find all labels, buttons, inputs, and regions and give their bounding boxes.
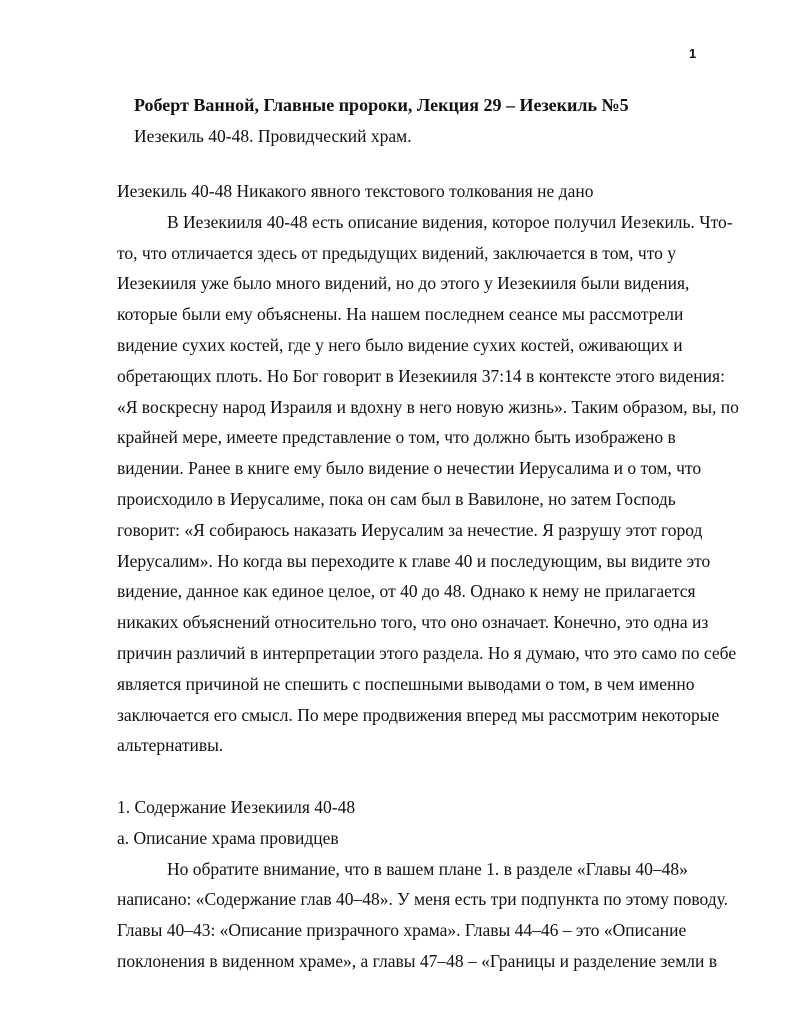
text-line: «Я воскресну народ Израиля и вдохну в него новую жизнь». Таким образом, вы, по [117,396,739,417]
section-heading: Иезекиль 40-48 Никакого явного текстового толкования не дано [117,181,594,201]
outline-item-a: а. Описание храма провидцев [117,827,339,848]
text-line: альтернативы. [117,735,224,756]
outline-item-1: 1. Содержание Иезекииля 40-48 [117,796,356,817]
text-line: видение сухих костей, где у него было видение сухих костей, оживающих и [117,334,683,355]
text-line: Но обратите внимание, что в вашем плане 1. в разделе «Главы 40–48» [167,858,688,879]
text-line: то, что отличается здесь от предыдущих видений, заключается в том, что у [117,242,677,263]
text-line: причин различий в интерпретации этого раздела. Но я думаю, что это само по себе [117,642,737,663]
text-line: поклонения в виденном храме», а главы 47–48 – «Границы и разделение земли в [117,950,718,971]
text-line: которые были ему объяснены. На нашем последнем сеансе мы рассмотрели [117,304,684,325]
text-line: видении. Ранее в книге ему было видение о нечестии Иерусалима и о том, что [117,458,702,479]
text-line: происходило в Иерусалиме, пока он сам был в Вавилоне, но затем Господь [117,488,676,509]
text-line: видение, данное как единое целое, от 40 до 48. Однако к нему не прилагается [117,581,696,602]
document-body [117,176,739,977]
text-line: Иезекииля уже было много видений, но до этого у Иезекииля были видения, [117,273,690,294]
paragraph-2 [117,854,739,977]
text-line: является причиной не спешить с поспешными выводами о том, в чем именно [117,673,695,694]
text-line: говорит: «Я собираюсь наказать Иерусалим за нечестие. Я разрушу этот город [117,519,703,540]
text-line: крайней мере, имеете представление о том, что должно быть изображено в [117,427,676,448]
page-number: 1 [689,46,697,61]
paragraph-1 [117,207,739,761]
text-line: никаких объяснений относительно того, что оно означает. Конечно, это одна из [117,612,709,633]
text-line: заключается его смысл. По мере продвижения вперед мы рассмотрим некоторые [117,704,720,725]
document-subtitle: Иезекиль 40-48. Провидческий храм. [134,126,412,146]
text-line: Иерусалим». Но когда вы переходите к главе 40 и последующим, вы видите это [117,550,711,571]
text-line: обретающих плоть. Но Бог говорит в Иезекииля 37:14 в контексте этого видения: [117,365,725,386]
text-line: В Иезекииля 40-48 есть описание видения, которое получил Иезекиль. Что- [167,211,733,232]
text-line: написано: «Содержание глав 40–48». У меня есть три подпункта по этому поводу. [117,889,729,910]
document-title: Роберт Ванной, Главные пророки, Лекция 29 – Иезекиль №5 [134,95,629,115]
text-line: Главы 40–43: «Описание призрачного храма». Главы 44–46 – это «Описание [117,920,687,941]
blank-line [117,761,739,792]
